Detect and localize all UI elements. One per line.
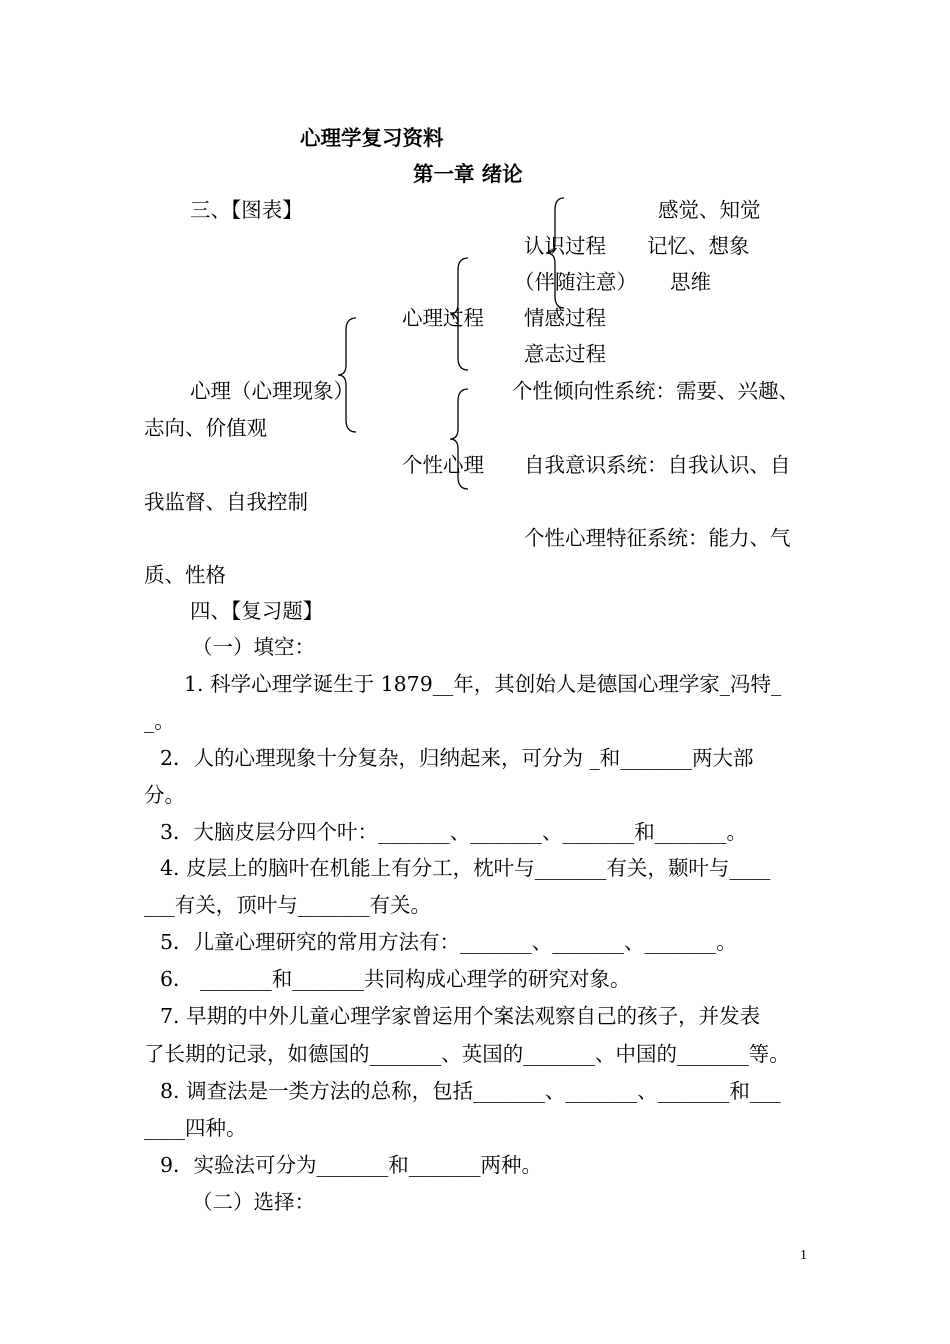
diagram-node-self-system: 自我意识系统：自我认识、自: [524, 453, 791, 477]
brace-cognition: [540, 196, 568, 310]
question-5: 5．儿童心理研究的常用方法有：_______、_______、_______。: [160, 930, 737, 954]
diagram-root-node: 心理（心理现象）: [190, 379, 354, 403]
question-8-continuation: ____四种。: [144, 1116, 247, 1140]
question-7: 7. 早期的中外儿童心理学家曾运用个案法观察自己的孩子，并发表: [160, 1004, 761, 1028]
document-title: 心理学复习资料: [300, 126, 444, 150]
question-1-continuation: _。: [144, 709, 175, 733]
diagram-node-will: 意志过程: [524, 342, 606, 366]
chapter-heading: 第一章 绪论: [413, 162, 523, 186]
diagram-tendency-continuation: 志向、价值观: [144, 416, 267, 440]
question-2: 2．人的心理现象十分复杂，归纳起来，可分为 _和_______两大部: [160, 746, 754, 770]
question-4: 4. 皮层上的脑叶在机能上有分工，枕叶与_______有关，颞叶与____: [160, 856, 771, 880]
diagram-node-tendency-system: 个性倾向性系统：需要、兴趣、: [512, 379, 799, 403]
question-3: 3．大脑皮层分四个叶：_______、_______、_______和_______。: [160, 820, 748, 844]
question-1: 1. 科学心理学诞生于 1879__年，其创始人是德国心理学家_冯特_: [184, 672, 782, 696]
diagram-node-cognition: 认识过程: [524, 234, 606, 258]
question-8: 8. 调查法是一类方法的总称，包括_______、_______、_______和___: [160, 1079, 781, 1103]
diagram-node-sensation-perception: 感觉、知觉: [658, 198, 761, 222]
diagram-trait-continuation: 质、性格: [144, 563, 226, 587]
question-7-continuation: 了长期的记录，如德国的_______、英国的_______、中国的_______等。: [144, 1042, 790, 1066]
diagram-section-label: 三、【图表】: [190, 198, 303, 222]
diagram-node-trait-system: 个性心理特征系统：能力、气: [524, 526, 791, 550]
page-number: 1: [800, 1248, 807, 1263]
review-section-label: 四、【复习题】: [190, 599, 324, 623]
question-9: 9．实验法可分为_______和_______两种。: [160, 1153, 543, 1177]
question-2-continuation: 分。: [144, 783, 185, 807]
diagram-note-attention: （伴随注意）: [514, 270, 637, 294]
brace-root: [336, 316, 360, 434]
diagram-node-mental-process: 心理过程: [402, 306, 484, 330]
fill-in-label: （一）填空：: [192, 635, 315, 659]
choice-label: （二）选择：: [192, 1190, 315, 1214]
question-4-continuation: ___有关，顶叶与_______有关。: [144, 893, 431, 917]
diagram-self-continuation: 我监督、自我控制: [144, 490, 308, 514]
question-6: 6． _______和_______共同构成心理学的研究对象。: [160, 967, 631, 991]
diagram-node-personality: 个性心理: [402, 453, 484, 477]
brace-mental-process: [448, 256, 472, 372]
brace-personality: [448, 387, 472, 491]
diagram-node-thinking: 思维: [670, 270, 711, 294]
diagram-node-memory-imagination: 记忆、想象: [647, 234, 750, 258]
diagram-node-emotion: 情感过程: [524, 306, 606, 330]
